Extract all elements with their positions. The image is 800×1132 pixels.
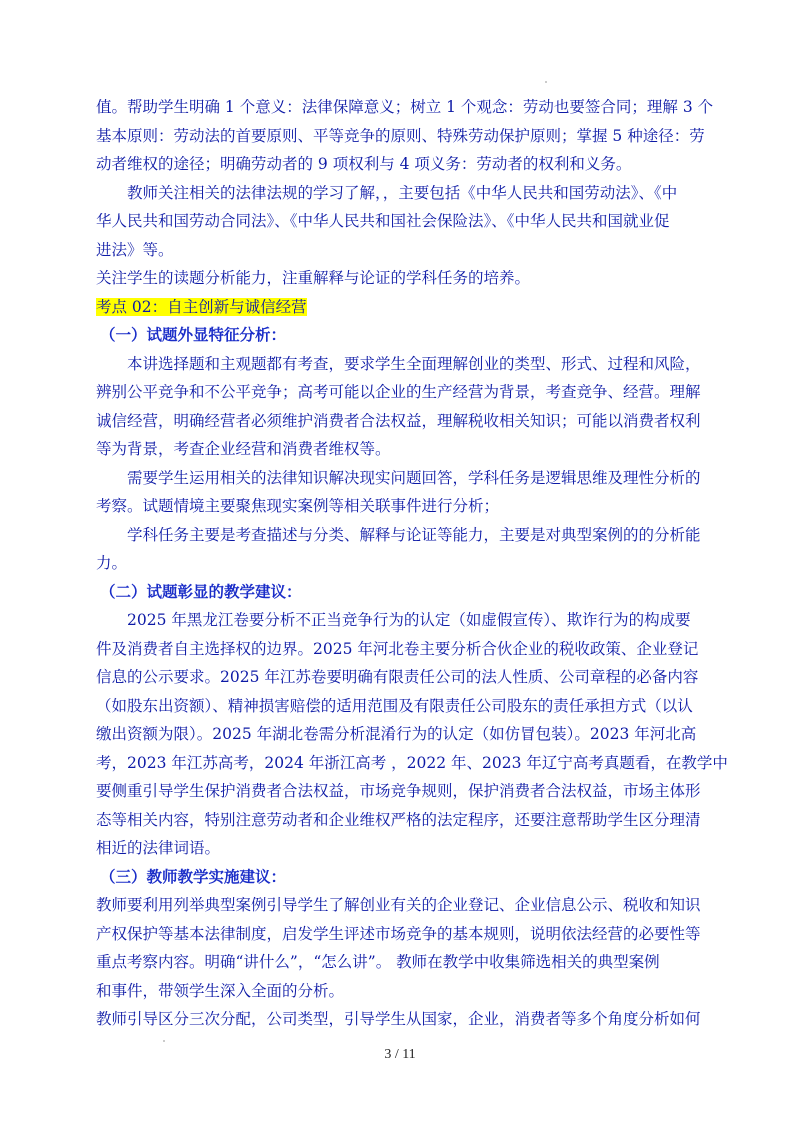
- page-mark-top: [545, 81, 547, 83]
- section-title-row: [96, 293, 728, 322]
- text-line: 力。: [96, 554, 128, 572]
- sub2-paragraph-1: [96, 606, 728, 863]
- text-line: 基本原则：劳动法的首要原则、平等竞争的原则、特殊劳动保护原则；掌握 5 种途径：劳: [96, 126, 705, 145]
- text-line: 等为背景，考查企业经营和消费者维权等。: [96, 440, 391, 458]
- text-line: 重点考察内容。明确“讲什么”，“怎么讲”。 教师在教学中收集筛选相关的典型案例: [96, 953, 660, 971]
- text-line: 态等相关内容，特别注意劳动者和企业维权严格的法定程序，还要注意帮助学生区分理清: [96, 810, 701, 829]
- sub1-paragraph-3: [96, 521, 728, 578]
- text-line: 教师要利用列举典型案例引导学生了解创业有关的企业登记、企业信息公示、税收和知识: [96, 896, 701, 914]
- section-title: 考点 02：自主创新与诚信经营: [96, 297, 307, 316]
- text-line: 2025 年黑龙江卷要分析不正当竞争行为的认定（如虚假宣传）、欺诈行为的构成要: [127, 611, 691, 629]
- sub3-paragraph-2: [96, 1005, 728, 1034]
- text-line: 教师引导区分三次分配，公司类型，引导学生从国家，企业，消费者等多个角度分析如何: [96, 1010, 701, 1028]
- text-line: 诚信经营，明确经营者必须维护消费者合法权益，理解税收相关知识；可能以消费者权利: [96, 411, 701, 430]
- subheading-2: （二）试题彰显的教学建议：: [100, 582, 302, 601]
- laws-paragraph: [96, 179, 728, 265]
- text-line: 件及消费者自主选择权的边界。2025 年河北卷主要分析合伙企业的税收政策、企业登记: [96, 639, 699, 658]
- text-line: 学科任务主要是考查描述与分类、解释与论证等能力，主要是对典型案例的的分析能: [127, 525, 701, 544]
- document-body: [96, 93, 728, 1034]
- text-line: 教师关注相关的法律法规的学习了解，，主要包括《中华人民共和国劳动法》、《中: [127, 183, 678, 202]
- text-line: 值。帮助学生明确 1 个意义：法律保障意义；树立 1 个观念：劳动也要签合同；理解 3 个: [96, 98, 714, 116]
- page-mark-bottom: [163, 1040, 165, 1042]
- reading-paragraph: 关注学生的读题分析能力，注重解释与论证的学科任务的培养。: [96, 269, 531, 287]
- page-number: 3 / 11: [384, 1047, 416, 1062]
- text-line: 缴出资额为限）。2025 年湖北卷需分析混淆行为的认定（如仿冒包装）。2023 年河北高: [96, 725, 697, 743]
- sub1-paragraph-2: [96, 464, 728, 521]
- text-line: 动者维权的途径；明确劳动者的 9 项权利与 4 项义务：劳动者的权利和义务。: [96, 155, 632, 173]
- subheading-3: （三）教师教学实施建议：: [100, 867, 287, 886]
- text-line: 考，2023 年江苏高考，2024 年浙江高考 ，2022 年、2023 年辽宁高考真题看，在教学中: [96, 753, 728, 772]
- text-line: 产权保护等基本法律制度，启发学生评述市场竞争的基本规则，说明依法经营的必要性等: [96, 924, 701, 943]
- text-line: 信息的公示要求。2025 年江苏卷要明确有限责任公司的法人性质、公司章程的必备内容: [96, 668, 699, 686]
- text-line: 华人民共和国劳动合同法》、《中华人民共和国社会保险法》、《中华人民共和国就业促: [96, 212, 670, 230]
- sub3-paragraph-1: [96, 891, 728, 1005]
- text-line: （如股东出资额）、精神损害赔偿的适用范围及有限责任公司股东的责任承担方式（以认: [96, 696, 693, 715]
- text-line: 辨别公平竞争和不公平竞争；高考可能以企业的生产经营为背景，考查竞争、经营。理解: [96, 383, 701, 401]
- text-line: 需要学生运用相关的法律知识解决现实问题回答，学科任务是逻辑思维及理性分析的: [127, 468, 701, 487]
- text-line: 本讲选择题和主观题都有考查，要求学生全面理解创业的类型、形式、过程和风险，: [127, 354, 701, 373]
- text-line: 进法》等。: [96, 240, 174, 259]
- sub1-paragraph-1: [96, 350, 728, 464]
- text-line: 相近的法律词语。: [96, 839, 221, 857]
- subheading-1: （一）试题外显特征分析：: [100, 326, 287, 344]
- text-line: 考察。试题情境主要聚焦现实案例等相关联事件进行分析；: [96, 497, 500, 515]
- text-line: 要侧重引导学生保护消费者合法权益，市场竞争规则，保护消费者合法权益，市场主体形: [96, 782, 701, 800]
- text-line: 和事件，带领学生深入全面的分析。: [96, 981, 345, 1000]
- intro-paragraph: [96, 93, 728, 179]
